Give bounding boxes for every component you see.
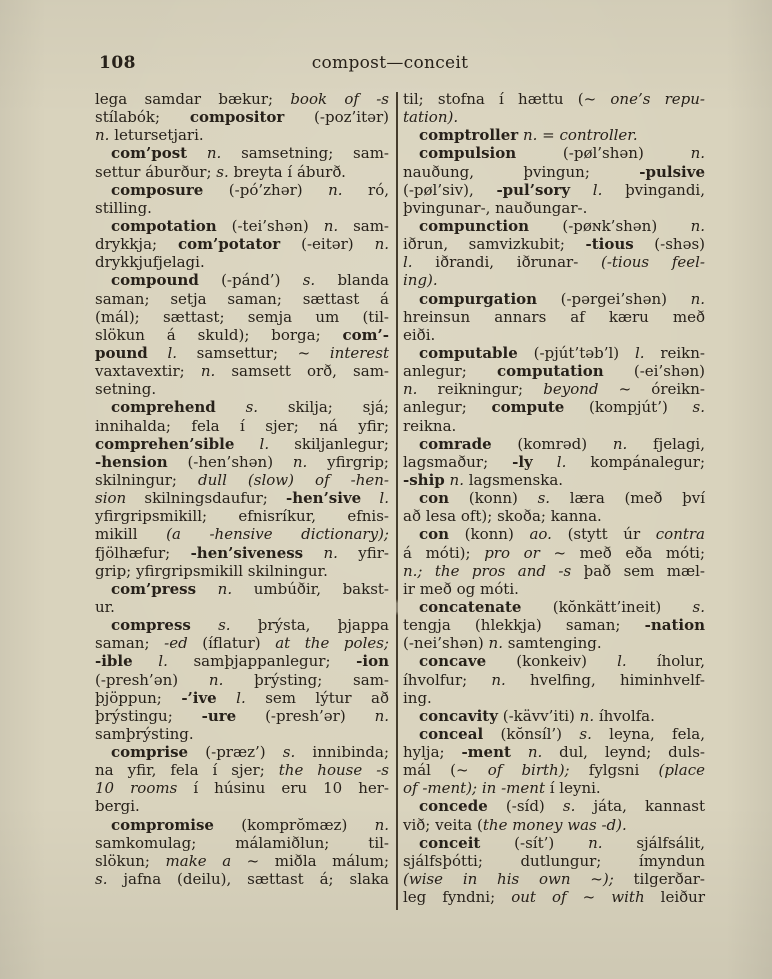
text-line: þjöppun; -’ive l. sem lýtur að: [95, 688, 389, 707]
text-line: of -ment); in -ment í leyni.: [403, 779, 601, 798]
text-line: iðrun, samvizkubit; -tious (-shəs): [403, 235, 705, 254]
text-line: con (konn) s. læra (með því: [419, 489, 706, 508]
text-line: tation).: [403, 108, 459, 127]
text-line: þrýstingu; -ure (-presh’ər) n.: [95, 706, 389, 725]
text-line: computable (-pjút’təb’l) l. reikn-: [419, 343, 705, 362]
text-line: compromise (komprŏmæz) n.: [111, 815, 389, 834]
text-line: -ship n. lagsmenska.: [403, 470, 564, 489]
text-line: compurgation (-pərgei’shən) n.: [419, 289, 705, 308]
text-line: com’press n. umbúðir, bakst-: [111, 579, 389, 598]
text-line: concave (konkeiv) l. íholur,: [419, 652, 705, 671]
text-line: drykkjufjelagi.: [95, 253, 205, 272]
text-columns: [95, 90, 705, 910]
text-line: á móti); pro or ~ með eða móti;: [403, 543, 706, 562]
right-column: [403, 90, 705, 910]
text-line: mikill (a -hensive dictionary);: [95, 525, 389, 544]
text-line: mál (~ of birth); fylgsni (place: [403, 761, 705, 780]
text-line: compress s. þrýsta, þjappa: [111, 616, 389, 635]
text-line: hreinsun annars af kæru með: [403, 307, 705, 326]
text-line: þvingunar-, nauðungar-.: [403, 198, 588, 217]
text-line: (-pøl’siv), -pul’sory l. þvingandi,: [403, 180, 705, 199]
text-line: anlegur; compute (kompjút’) s.: [403, 398, 705, 417]
text-line: til; stofna í hættu (~ one’s repu-: [403, 90, 706, 108]
text-line: eiði.: [403, 325, 436, 344]
text-line: -ible l. samþjappanlegur; -ion: [95, 652, 389, 671]
text-line: setning.: [95, 380, 157, 399]
text-line: að lesa oft); skoða; kanna.: [403, 507, 602, 526]
text-line: concatenate (kŏnkätt’ineit) s.: [419, 597, 705, 616]
text-line: bergi.: [95, 797, 140, 816]
running-title: compost—conceit: [311, 53, 469, 73]
text-line: stilling.: [95, 198, 152, 217]
text-line: yfirgripsmikill; efnisríkur, efnis-: [95, 507, 389, 526]
text-line: stílabók; compositor (-poz’itər): [95, 108, 390, 127]
text-line: compotation (-tei’shən) n. sam-: [111, 216, 389, 235]
running-head: [95, 53, 705, 77]
text-line: anlegur; computation (-ei’shən): [403, 362, 705, 381]
text-line: grip; yfirgripsmikill skilningur.: [95, 561, 328, 580]
text-line: ing.: [403, 688, 432, 707]
text-line: (-presh’ən) n. þrýsting; sam-: [95, 670, 389, 689]
text-line: (wise in his own ~); tilgerðar-: [403, 870, 705, 889]
text-line: slökun á skuld); borga; com’-: [95, 325, 389, 344]
text-line: pound l. samsettur; ~ interest: [95, 343, 389, 362]
text-line: reikna.: [403, 416, 457, 435]
text-line: hylja; -ment n. dul, leynd; duls-: [403, 743, 705, 762]
text-line: con (konn) ao. (stytt úr contra: [419, 525, 705, 544]
text-line: compound (-pánd’) s. blanda: [111, 271, 389, 290]
text-line: concavity (-kävv’iti) n. íhvolfa.: [419, 706, 655, 725]
text-line: s. jafna (deilu), sættast á; slaka: [95, 870, 389, 889]
text-line: conceal (kŏnsíl’) s. leyna, fela,: [419, 724, 705, 743]
text-line: na yfir, fela í sjer; the house -s: [95, 761, 389, 780]
text-line: slökun; make a ~ miðla málum;: [95, 851, 389, 870]
text-line: ing).: [403, 271, 438, 290]
text-line: sjálfsþótti; dutlungur; ímyndun: [403, 851, 705, 870]
text-line: -hension (-hen’shən) n. yfirgrip;: [95, 452, 389, 471]
text-line: settur áburður; s. breyta í áburð.: [95, 162, 346, 181]
text-line: n. letursetjari.: [95, 126, 204, 145]
text-line: ir með og móti.: [403, 579, 519, 598]
text-line: samþrýsting.: [95, 724, 194, 743]
text-line: ur.: [95, 597, 115, 616]
text-line: comprehen’sible l. skiljanlegur;: [95, 434, 389, 453]
text-line: com’post n. samsetning; sam-: [111, 144, 389, 163]
text-line: tengja (hlekkja) saman; -nation: [403, 616, 705, 635]
text-line: nauðung, þvingun; -pulsive: [403, 162, 705, 181]
page-number: 108: [99, 53, 136, 73]
text-line: samkomulag; málamiðlun; til-: [95, 833, 389, 852]
left-column: [95, 90, 389, 910]
column-divider: [396, 92, 398, 910]
text-line: íhvolfur; n. hvelfing, himinhvelf-: [403, 670, 705, 689]
text-line: lega samdar bækur; book of -s: [95, 90, 389, 108]
text-line: vaxtavextir; n. samsett orð, sam-: [95, 362, 389, 381]
text-line: við; veita (the money was -d).: [403, 815, 627, 834]
text-line: l. iðrandi, iðrunar- (-tious feel-: [403, 253, 705, 272]
text-line: fjölhæfur; -hen’siveness n. yfir-: [95, 543, 389, 562]
text-line: n. reikningur; beyond ~ óreikn-: [403, 380, 705, 399]
text-line: saman; -ed (íflatur) at the poles;: [95, 634, 389, 653]
text-line: 10 rooms í húsinu eru 10 her-: [95, 779, 389, 798]
text-line: leg fyndni; out of ~ with leiður: [403, 888, 706, 907]
text-line: (mál); sættast; semja um (til-: [95, 307, 389, 326]
text-line: compunction (-pøɴk’shən) n.: [419, 216, 705, 235]
text-line: comptroller n. = controller.: [419, 126, 638, 145]
text-line: concede (-síd) s. játa, kannast: [419, 797, 705, 816]
text-line: sion skilningsdaufur; -hen’sive l.: [95, 489, 389, 508]
text-line: comrade (komrəd) n. fjelagi,: [419, 434, 706, 453]
text-line: innihalda; fela í sjer; ná yfir;: [95, 416, 389, 435]
text-line: saman; setja saman; sættast á: [95, 289, 389, 308]
text-line: conceit (-sít’) n. sjálfsálit,: [419, 833, 705, 852]
text-line: comprise (-præz’) s. innibinda;: [111, 743, 390, 762]
text-line: lagsmaður; -ly l. kompánalegur;: [403, 452, 705, 471]
text-line: compulsion (-pøl’shən) n.: [419, 144, 705, 163]
text-line: (-nei’shən) n. samtenging.: [403, 634, 602, 653]
text-line: comprehend s. skilja; sjá;: [111, 398, 389, 417]
text-line: drykkja; com’potator (-eitər) n.: [95, 235, 390, 254]
text-line: composure (-pó’zhər) n. ró,: [111, 180, 389, 199]
text-line: n.; the pros and -s það sem mæl-: [403, 561, 705, 580]
text-line: skilningur; dull (slow) of -hen-: [95, 470, 389, 489]
